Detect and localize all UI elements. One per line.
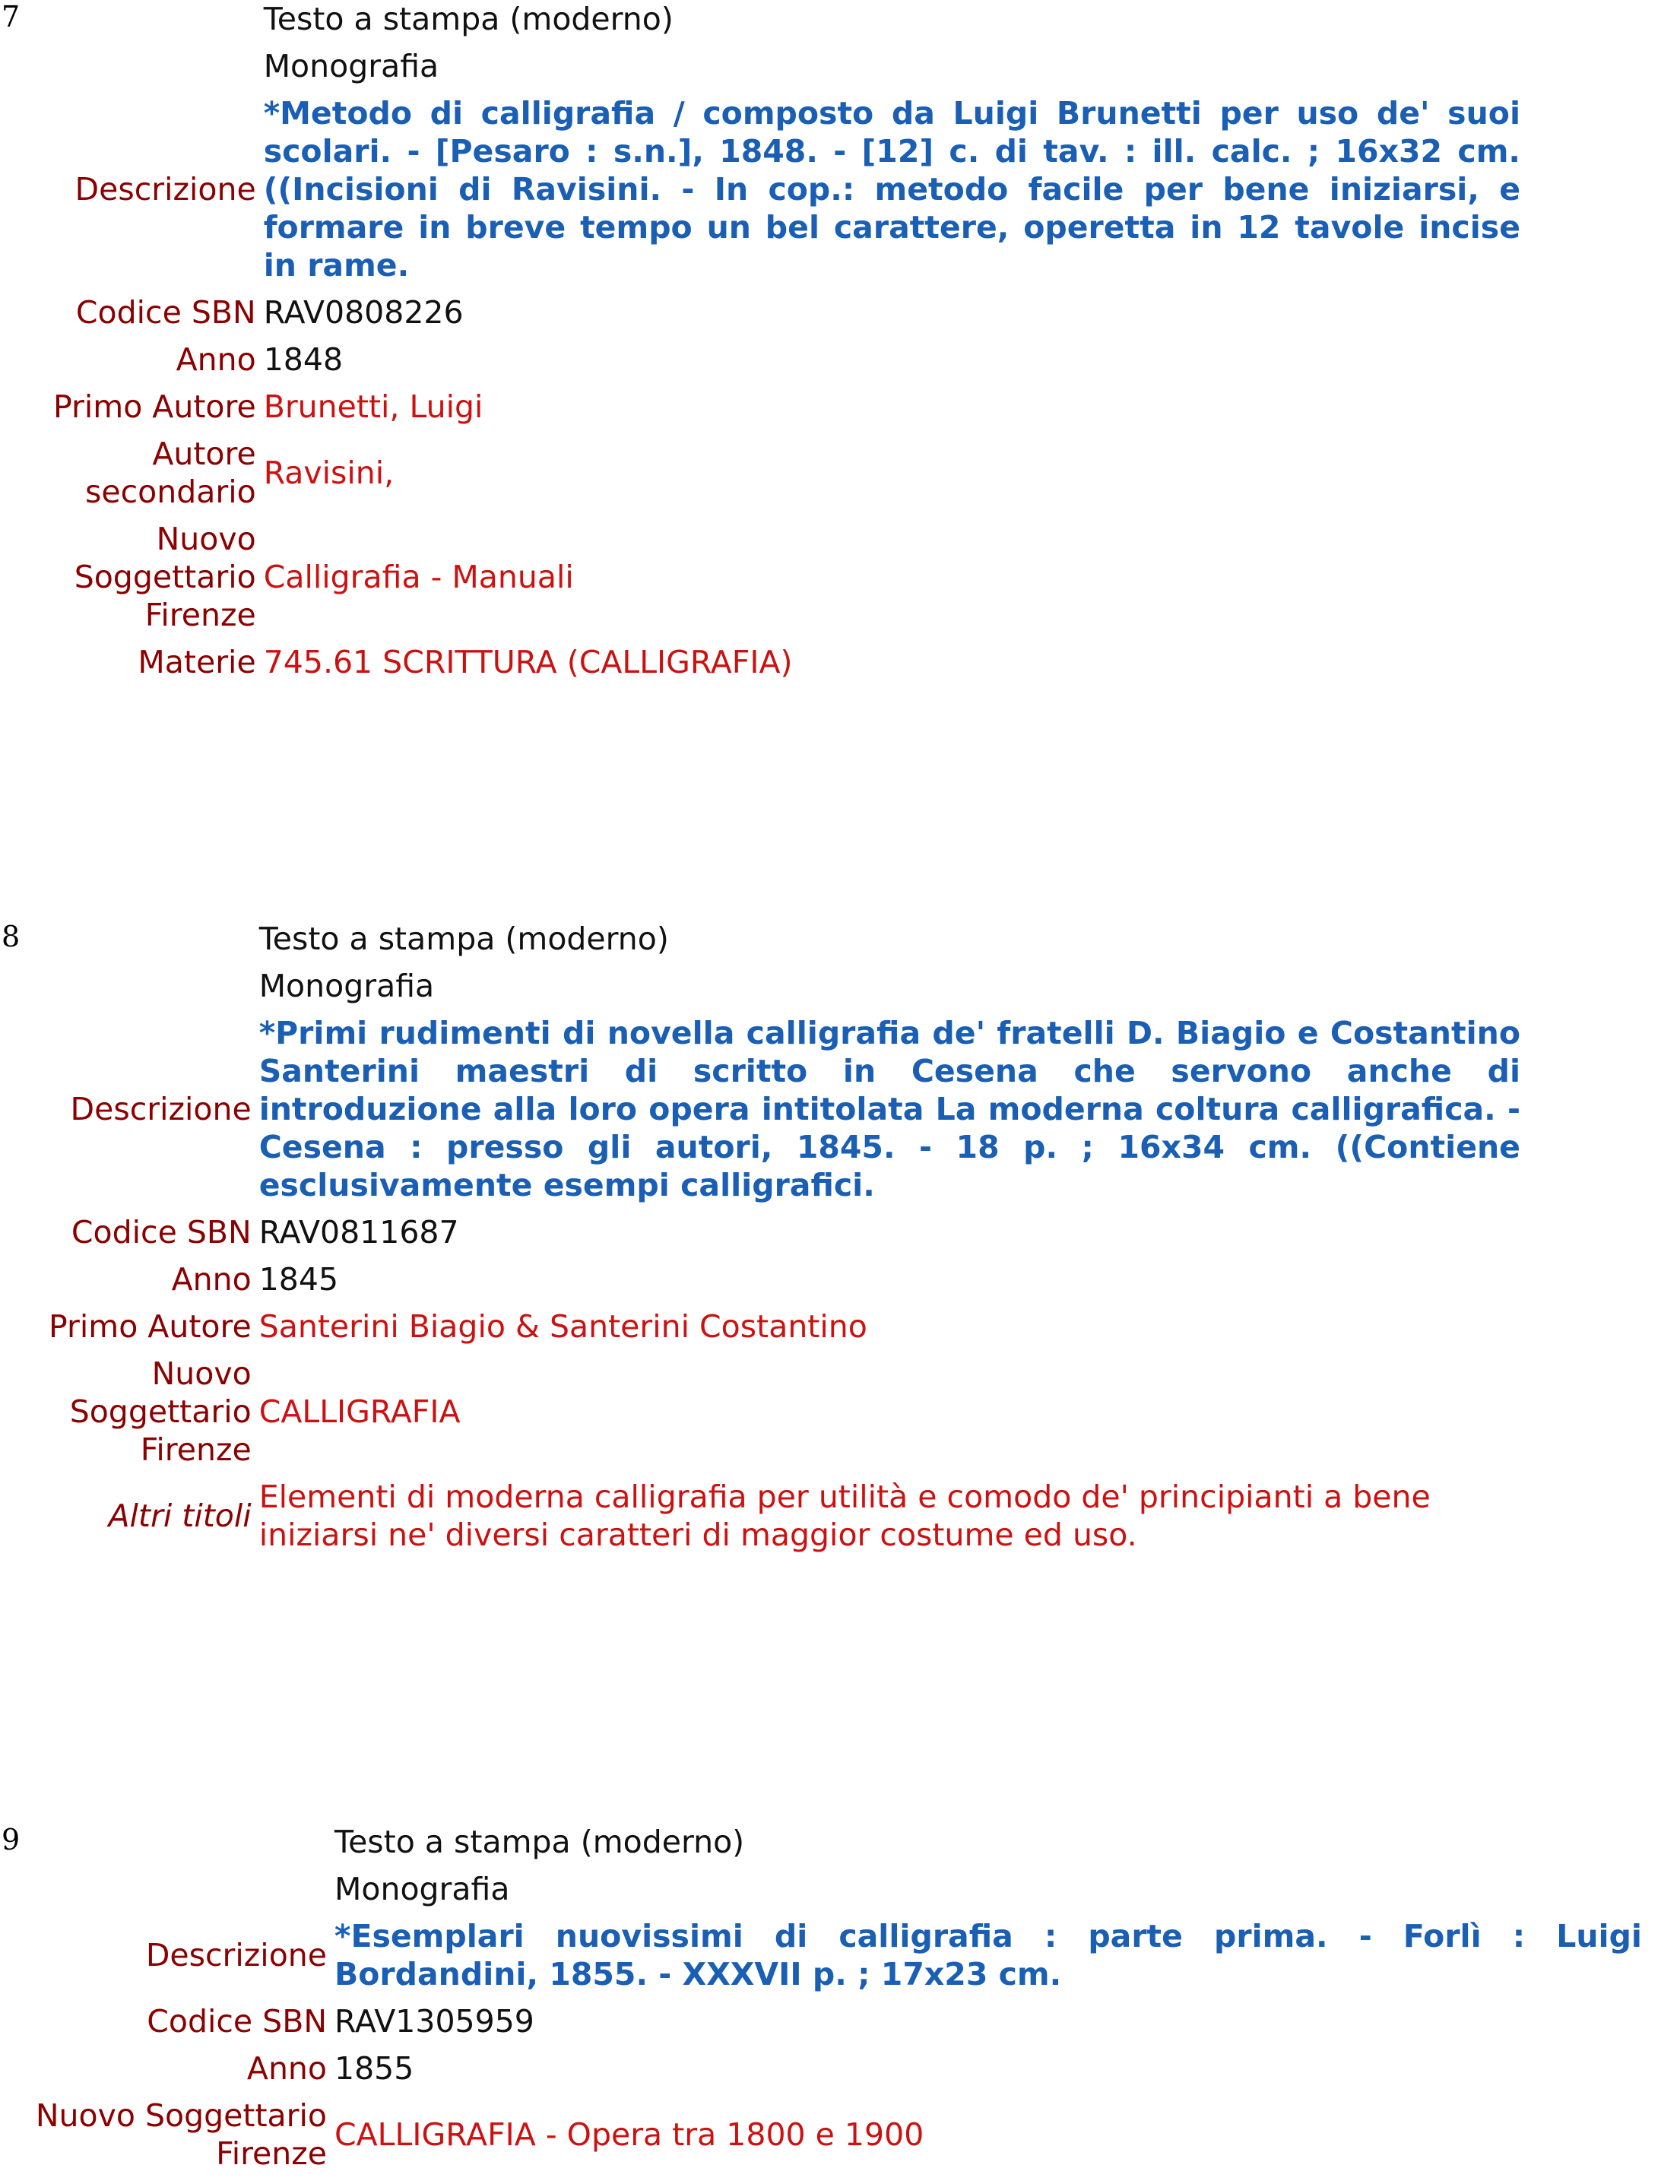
soggettario-link[interactable]: CALLIGRAFIA - Opera tra 1800 e 1900 bbox=[334, 2116, 924, 2153]
descrizione-label: Descrizione bbox=[70, 1091, 252, 1127]
descrizione-label: Descrizione bbox=[145, 1937, 327, 1973]
level-row bbox=[30, 1870, 1642, 1917]
codice-sbn-value: RAV0811687 bbox=[258, 1214, 459, 1250]
type-row bbox=[30, 1823, 1642, 1870]
altri-titoli-link[interactable]: Elementi di moderna calligrafia per utilità e comodo de' principianti a bene iniziarsi ne' diversi caratteri di maggior costume ed uso. bbox=[258, 1479, 1431, 1553]
descrizione-link[interactable]: *Primi rudimenti di novella calligrafia de' fratelli D. Biagio e Costantino Santerini maestri di scritto in Cesena che servono anche di introduzione alla loro opera intitolata La moderna coltura calligrafica. - Cesena : presso gli autori, 1845. - 18 p. ; 16x34 cm. ((Contiene esclusivamente esempi calligrafici. bbox=[258, 1015, 1520, 1203]
record-number: 8 bbox=[2, 920, 21, 953]
soggettario-label: Nuovo Soggettario Firenze bbox=[74, 521, 256, 633]
materie-label: Materie bbox=[138, 644, 256, 680]
autore-secondario-label: Autore secondario bbox=[85, 436, 256, 510]
codice-sbn-label: Codice SBN bbox=[71, 1214, 252, 1250]
altri-titoli-label: Altri titoli bbox=[108, 1498, 252, 1534]
soggettario-row bbox=[49, 1355, 1520, 1478]
anno-value: 1845 bbox=[258, 1261, 339, 1298]
altri-titoli-row bbox=[49, 1478, 1520, 1563]
record-number: 9 bbox=[2, 1823, 21, 1856]
soggettario-row bbox=[53, 520, 1520, 643]
anno-row bbox=[53, 341, 1520, 388]
record-table bbox=[49, 920, 1520, 1563]
level-row bbox=[49, 967, 1520, 1014]
record-type: Testo a stampa (moderno) bbox=[334, 1824, 745, 1860]
record-level: Monografia bbox=[334, 1871, 510, 1907]
anno-label: Anno bbox=[171, 1261, 252, 1298]
primo-autore-label: Primo Autore bbox=[49, 1308, 252, 1345]
descrizione-row bbox=[30, 1917, 1642, 2002]
descrizione-row bbox=[49, 1014, 1520, 1213]
soggettario-row bbox=[30, 2097, 1642, 2182]
level-row bbox=[53, 47, 1520, 94]
autore-secondario-link[interactable]: Ravisini, bbox=[263, 455, 395, 491]
codice-sbn-label: Codice SBN bbox=[147, 2003, 327, 2040]
record-level: Monografia bbox=[263, 48, 439, 84]
descrizione-label: Descrizione bbox=[74, 171, 256, 208]
soggettario-label: Nuovo Soggettario Firenze bbox=[69, 1355, 252, 1468]
primo-autore-link[interactable]: Santerini Biagio & Santerini Costantino bbox=[258, 1308, 867, 1345]
record-table bbox=[30, 1823, 1642, 2182]
anno-row bbox=[30, 2049, 1642, 2097]
record-level: Monografia bbox=[258, 968, 435, 1004]
primo-autore-label: Primo Autore bbox=[53, 388, 256, 425]
anno-value: 1848 bbox=[263, 341, 344, 378]
codice-sbn-value: RAV1305959 bbox=[334, 2003, 534, 2040]
primo-autore-link[interactable]: Brunetti, Luigi bbox=[263, 388, 483, 425]
codice-sbn-label: Codice SBN bbox=[75, 294, 256, 331]
soggettario-link[interactable]: Calligrafia - Manuali bbox=[263, 559, 574, 595]
primo-autore-row bbox=[53, 388, 1520, 435]
descrizione-link[interactable]: *Esemplari nuovissimi di calligrafia : parte prima. - Forlì : Luigi Bordandini, 1855. - XXXVII p. ; 17x23 cm. bbox=[334, 1918, 1642, 1992]
descrizione-link[interactable]: *Metodo di calligrafia / composto da Luigi Brunetti per uso de' suoi scolari. - [Pesaro : s.n.], 1848. - [12] c. di tav. : ill. calc. ; 16x32 cm. ((Incisioni di Ravisini. - In cop.: metodo facile per bene iniziarsi, e formare in breve tempo un bel carattere, operetta in 12 tavole incise in rame. bbox=[263, 95, 1520, 284]
descrizione-row bbox=[53, 94, 1520, 293]
record-type: Testo a stampa (moderno) bbox=[258, 921, 669, 957]
materie-link[interactable]: 745.61 SCRITTURA (CALLIGRAFIA) bbox=[263, 644, 793, 680]
anno-row bbox=[49, 1260, 1520, 1308]
codice-sbn-row bbox=[49, 1213, 1520, 1260]
anno-label: Anno bbox=[246, 2050, 327, 2087]
autore-secondario-row bbox=[53, 435, 1520, 520]
anno-value: 1855 bbox=[334, 2050, 414, 2087]
type-row bbox=[53, 0, 1520, 47]
materie-row bbox=[53, 643, 1520, 690]
codice-sbn-value: RAV0808226 bbox=[263, 294, 464, 331]
codice-sbn-row bbox=[30, 2002, 1642, 2049]
codice-sbn-row bbox=[53, 293, 1520, 341]
soggettario-link[interactable]: CALLIGRAFIA bbox=[258, 1393, 461, 1430]
record-table bbox=[53, 0, 1520, 690]
record-number: 7 bbox=[2, 0, 21, 33]
anno-label: Anno bbox=[176, 341, 256, 378]
soggettario-label: Nuovo Soggettario Firenze bbox=[35, 2097, 327, 2172]
primo-autore-row bbox=[49, 1308, 1520, 1355]
record-type: Testo a stampa (moderno) bbox=[263, 1, 674, 37]
type-row bbox=[49, 920, 1520, 967]
